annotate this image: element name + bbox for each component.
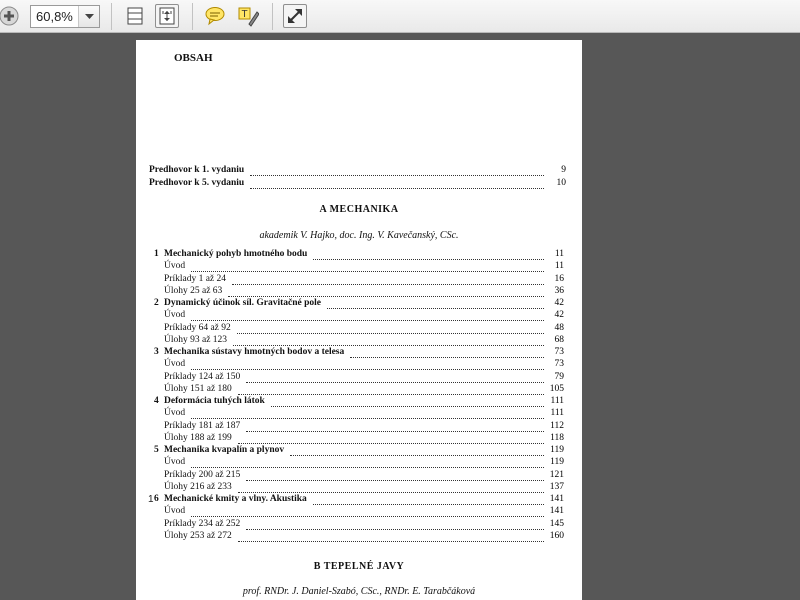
toc-page-number: 118 xyxy=(550,432,564,443)
section-b-title: B TEPELNÉ JAVY xyxy=(313,561,405,572)
toc-chapter-number: 5 xyxy=(154,445,159,455)
toc-page-number: 42 xyxy=(554,298,564,308)
dot-leader xyxy=(233,337,544,346)
dot-leader xyxy=(238,386,544,395)
section-a-authors: akademik V. Hajko, doc. Ing. V. Kavečanský, CSc. xyxy=(259,230,459,241)
dot-leader xyxy=(237,325,544,334)
toc-page-number: 79 xyxy=(554,371,564,382)
dot-leader xyxy=(191,361,544,370)
toc-chapter-title: Mechanický pohyb hmotného bodu xyxy=(164,249,308,259)
zoom-dropdown-button[interactable] xyxy=(78,6,99,27)
toc-subentry-label: Príklady 64 až 92 xyxy=(164,322,231,333)
toc-page-number: 121 xyxy=(549,469,564,480)
preface-entry-page: 10 xyxy=(556,178,566,188)
dot-leader xyxy=(191,263,544,272)
zoom-in-button[interactable] xyxy=(0,4,21,28)
dot-leader xyxy=(313,251,544,260)
toc-subentry-label: Úvod xyxy=(164,261,186,272)
zoom-in-icon xyxy=(0,5,20,27)
toc-subentry-label: Úlohy 216 až 233 xyxy=(164,481,232,492)
toc-chapter-number: 1 xyxy=(154,249,159,259)
fullscreen-button[interactable] xyxy=(283,4,307,28)
toc-chapter-title: Mechanika sústavy hmotných bodov a telesa xyxy=(164,347,345,357)
document-page xyxy=(136,40,582,600)
toc-page-number: 145 xyxy=(549,518,564,529)
dot-leader xyxy=(238,484,544,493)
toc-page-number: 111 xyxy=(550,408,564,419)
dot-leader xyxy=(191,508,544,517)
dot-leader xyxy=(327,300,544,309)
dot-leader xyxy=(250,167,544,176)
toc-chapter-number: 2 xyxy=(154,298,159,308)
fit-width-icon xyxy=(124,5,146,27)
toc-chapter-title: Deformácia tuhých látok xyxy=(164,396,265,406)
fit-width-button[interactable] xyxy=(123,4,147,28)
section-a-title: A MECHANIKA xyxy=(319,204,399,215)
toc-subentry-label: Úlohy 25 až 63 xyxy=(164,285,223,296)
toc-page-number: 105 xyxy=(549,383,564,394)
toc-page-number: 48 xyxy=(554,322,564,333)
toc-page-number: 119 xyxy=(550,445,564,455)
dot-leader xyxy=(313,496,544,505)
svg-text:T: T xyxy=(241,9,248,20)
toc-subentry-label: Príklady 234 až 252 xyxy=(164,518,241,529)
toc-page-number: 16 xyxy=(554,273,564,284)
toc-page-number: 42 xyxy=(554,310,564,321)
toc-subentry-label: Príklady 200 až 215 xyxy=(164,469,241,480)
dot-leader xyxy=(232,276,544,285)
dot-leader xyxy=(246,521,544,530)
dot-leader xyxy=(250,180,544,189)
fit-page-icon xyxy=(156,5,178,27)
toc-page-number: 160 xyxy=(549,530,564,541)
toc-page-number: 36 xyxy=(554,285,564,296)
toc-page-number: 11 xyxy=(554,249,564,259)
toc-page-number: 119 xyxy=(550,457,564,468)
dot-leader xyxy=(246,472,544,481)
toolbar xyxy=(0,0,800,33)
chevron-down-icon xyxy=(85,14,94,20)
toc-page-number: 11 xyxy=(554,261,564,272)
toolbar-separator xyxy=(272,3,273,30)
speech-bubble-icon xyxy=(204,5,226,27)
dot-leader xyxy=(228,288,544,297)
dot-leader xyxy=(246,423,544,432)
toc-page-number: 111 xyxy=(550,396,564,406)
toc-page-number: 68 xyxy=(554,334,564,345)
toc-chapter-number: 4 xyxy=(154,396,159,406)
toc-chapter-number: 6 xyxy=(154,494,159,504)
toc-subentry-label: Príklady 1 až 24 xyxy=(164,273,227,284)
zoom-combobox[interactable] xyxy=(30,5,100,28)
dot-leader xyxy=(191,459,544,468)
dot-leader xyxy=(238,533,544,542)
toc-page-number: 73 xyxy=(554,347,564,357)
toc-subentry-label: Úlohy 253 až 272 xyxy=(164,530,232,541)
zoom-value[interactable]: 60,8% xyxy=(36,9,73,24)
toolbar-separator xyxy=(111,3,112,30)
preface-entry-page: 9 xyxy=(561,165,566,175)
dot-leader xyxy=(271,398,544,407)
dot-leader xyxy=(191,312,544,321)
page-title: OBSAH xyxy=(174,52,213,64)
dot-leader xyxy=(191,410,544,419)
toc-page-number: 73 xyxy=(554,359,564,370)
dot-leader xyxy=(290,447,544,456)
preface-entry-label: Predhovor k 1. vydaniu xyxy=(149,165,245,175)
fit-page-button[interactable] xyxy=(155,4,179,28)
toc-subentry-label: Úlohy 151 až 180 xyxy=(164,383,232,394)
toc-subentry-label: Úvod xyxy=(164,457,186,468)
toc-subentry-label: Úvod xyxy=(164,359,186,370)
toc-subentry-label: Príklady 124 až 150 xyxy=(164,371,241,382)
toc-subentry-label: Úvod xyxy=(164,310,186,321)
comment-button[interactable] xyxy=(203,4,227,28)
preface-entry-label: Predhovor k 5. vydaniu xyxy=(149,178,245,188)
toc-chapter-number: 3 xyxy=(154,347,159,357)
fullscreen-icon xyxy=(284,5,306,27)
toc-page-number: 141 xyxy=(549,506,564,517)
toc-subentry-label: Úvod xyxy=(164,408,186,419)
toc-subentry-label: Úlohy 188 až 199 xyxy=(164,432,232,443)
section-b-authors: prof. RNDr. J. Daniel-Szabó, CSc., RNDr. E. Tarabčáková xyxy=(242,586,476,597)
toc-chapter-title: Dynamický účinok síl. Gravitačné pole xyxy=(164,298,322,308)
toc-subentry-label: Úvod xyxy=(164,506,186,517)
toc-page-number: 112 xyxy=(550,420,564,431)
toc-page-number: 141 xyxy=(549,494,564,504)
handwritten-mark: 1 xyxy=(148,494,154,505)
toc-chapter-title: Mechanika kvapalín a plynov xyxy=(164,445,285,455)
toolbar-separator xyxy=(192,3,193,30)
dot-leader xyxy=(246,374,544,383)
toc-page-number: 137 xyxy=(549,481,564,492)
highlight-text-button[interactable] xyxy=(236,4,260,28)
dot-leader xyxy=(350,349,544,358)
toc-subentry-label: Príklady 181 až 187 xyxy=(164,420,241,431)
dot-leader xyxy=(238,435,544,444)
highlight-text-icon xyxy=(237,5,259,27)
toc-subentry-label: Úlohy 93 až 123 xyxy=(164,334,228,345)
toc-chapter-title: Mechanické kmity a vlny. Akustika xyxy=(164,494,307,504)
